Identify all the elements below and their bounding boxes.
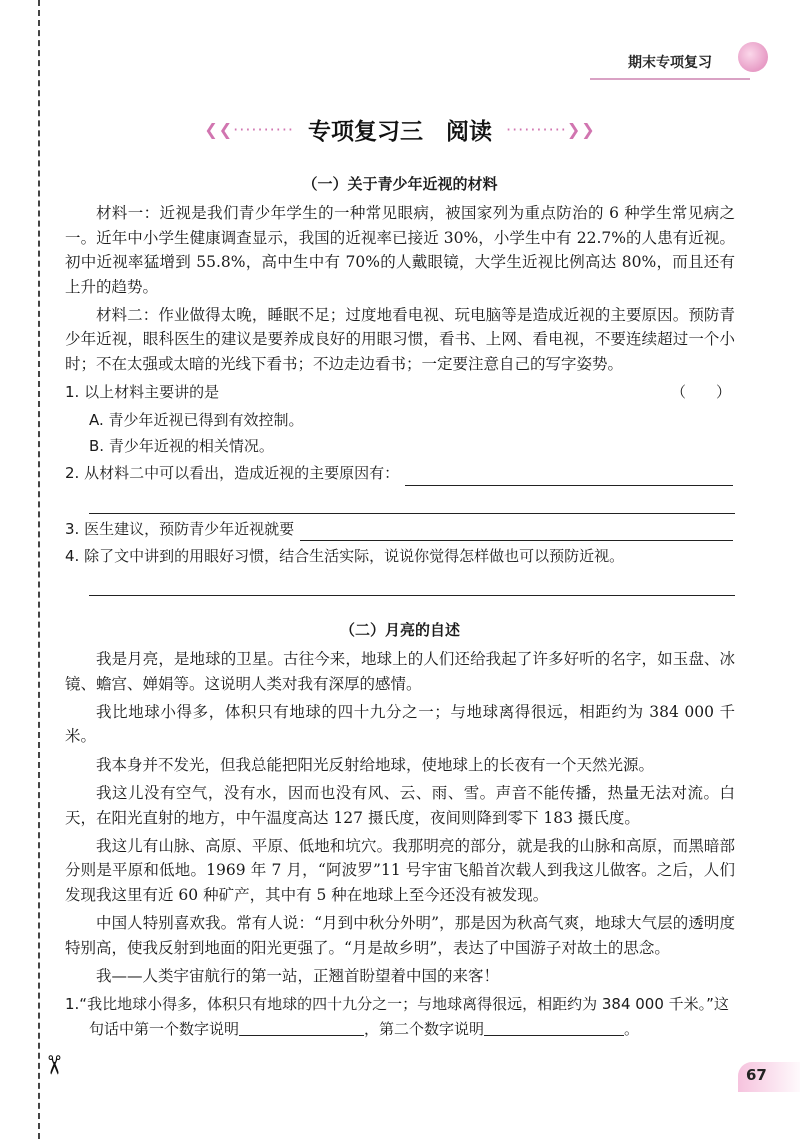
question-2 — [65, 461, 735, 485]
question-4-text: 4. 除了文中讲到的用眼好习惯，结合生活实际，说说你觉得怎样做也可以预防近视。 — [65, 547, 625, 566]
page-content — [65, 170, 735, 1043]
answer-line-2a[interactable] — [405, 467, 733, 486]
answer-blank-2[interactable] — [484, 1020, 624, 1036]
answer-line-4[interactable] — [89, 571, 735, 596]
moon-para-1: 我是月亮，是地球的卫星。古往今来，地球上的人们还给我起了许多好听的名字，如玉盘、冰镜、蟾宫、婵娟等。这说明人类对我有深厚的感情。 — [65, 650, 735, 693]
part2-subtitle: （二）月亮的自述 — [339, 620, 460, 639]
left-deco: ❮❮·········· — [204, 119, 294, 139]
header-tab-label: 期末专项复习 — [628, 55, 712, 71]
cut-line — [38, 0, 40, 1139]
option-a[interactable]: A. 青少年近视已得到有效控制。 — [89, 410, 304, 429]
moon-question-1-text-b: ，第二个数字说明 — [364, 1019, 485, 1038]
question-1-text: 1. 以上材料主要讲的是 — [65, 383, 220, 402]
moon-question-1-text-a: 1.“我比地球小得多，体积只有地球的四十九分之一；与地球离得很远，相距约为 384 000 千米。”这句话中第一个数字说明 — [65, 995, 729, 1038]
moon-question-1 — [65, 992, 735, 1041]
header-tab — [590, 48, 750, 80]
section-heading — [100, 104, 700, 154]
answer-blank-1[interactable] — [239, 1020, 364, 1036]
moon-question-1-end: 。 — [624, 1019, 640, 1038]
question-1 — [65, 380, 735, 404]
question-2-text: 2. 从材料二中可以看出，造成近视的主要原因有： — [65, 464, 400, 483]
material-1: 材料一：近视是我们青少年学生的一种常见眼病，被国家列为重点防治的 6 种学生常见病之一。近年中小学生健康调查显示，我国的近视率已接近 30%，小学生中有 22.7%的人患有近视。初中近视率猛增到 55.8%，高中生中有 70%的人戴眼镜，大学生近视比例高达 80%，而且还有上升的趋势。 — [65, 204, 735, 296]
moon-para-4: 我这儿没有空气，没有水，因而也没有风、云、雨、雪。声音不能传播，热量无法对流。白天，在阳光直射的地方，中午温度高达 127 摄氏度，夜间则降到零下 183 摄氏度。 — [65, 784, 735, 827]
option-b[interactable]: B. 青少年近视的相关情况。 — [89, 437, 274, 456]
part1-subtitle: （一）关于青少年近视的材料 — [302, 175, 498, 193]
question-3-text: 3. 医生建议，预防青少年近视就要 — [65, 519, 295, 538]
question-3 — [65, 517, 735, 541]
section-title: 专项复习三 阅读 — [308, 118, 492, 145]
material-2: 材料二：作业做得太晚，睡眠不足；过度地看电视、玩电脑等是造成近视的主要原因。预防青少年近视，眼科医生的建议是要养成良好的用眼习惯，看书、上网、看电视，不要连续超过一个小时；不在太强或太暗的光线下看书；不边走边看书；一定要注意自己的写字姿势。 — [65, 306, 735, 373]
right-deco: ··········❯❯ — [506, 119, 596, 139]
moon-para-7: 我——人类宇宙航行的第一站，正翘首盼望着中国的来客！ — [96, 966, 500, 985]
scissors-icon: ✂ — [37, 1054, 68, 1076]
flower-icon — [738, 42, 768, 72]
answer-line-3[interactable] — [300, 522, 733, 541]
answer-line-2b[interactable] — [89, 489, 735, 514]
moon-para-5: 我这儿有山脉、高原、平原、低地和坑穴。我那明亮的部分，就是我的山脉和高原，而黑暗部分则是平原和低地。1969 年 7 月，“阿波罗”11 号宇宙飞船首次载人到我这儿做客。之后，人们发现我这里有近 60 种矿产，其中有 5 种在地球上至今还没有被发现。 — [65, 836, 735, 904]
page-number: 67 — [738, 1062, 800, 1092]
moon-para-3: 我本身并不发光，但我总能把阳光反射给地球，使地球上的长夜有一个天然光源。 — [96, 755, 655, 774]
answer-paren[interactable]: （ ） — [670, 383, 731, 402]
moon-para-2: 我比地球小得多，体积只有地球的四十九分之一；与地球离得很远，相距约为 384 000 千米。 — [65, 702, 735, 746]
moon-para-6: 中国人特别喜欢我。常有人说：“月到中秋分外明”，那是因为秋高气爽，地球大气层的透明度特别高，使我反射到地面的阳光更强了。“月是故乡明”，表达了中国游子对故土的思念。 — [65, 914, 735, 957]
